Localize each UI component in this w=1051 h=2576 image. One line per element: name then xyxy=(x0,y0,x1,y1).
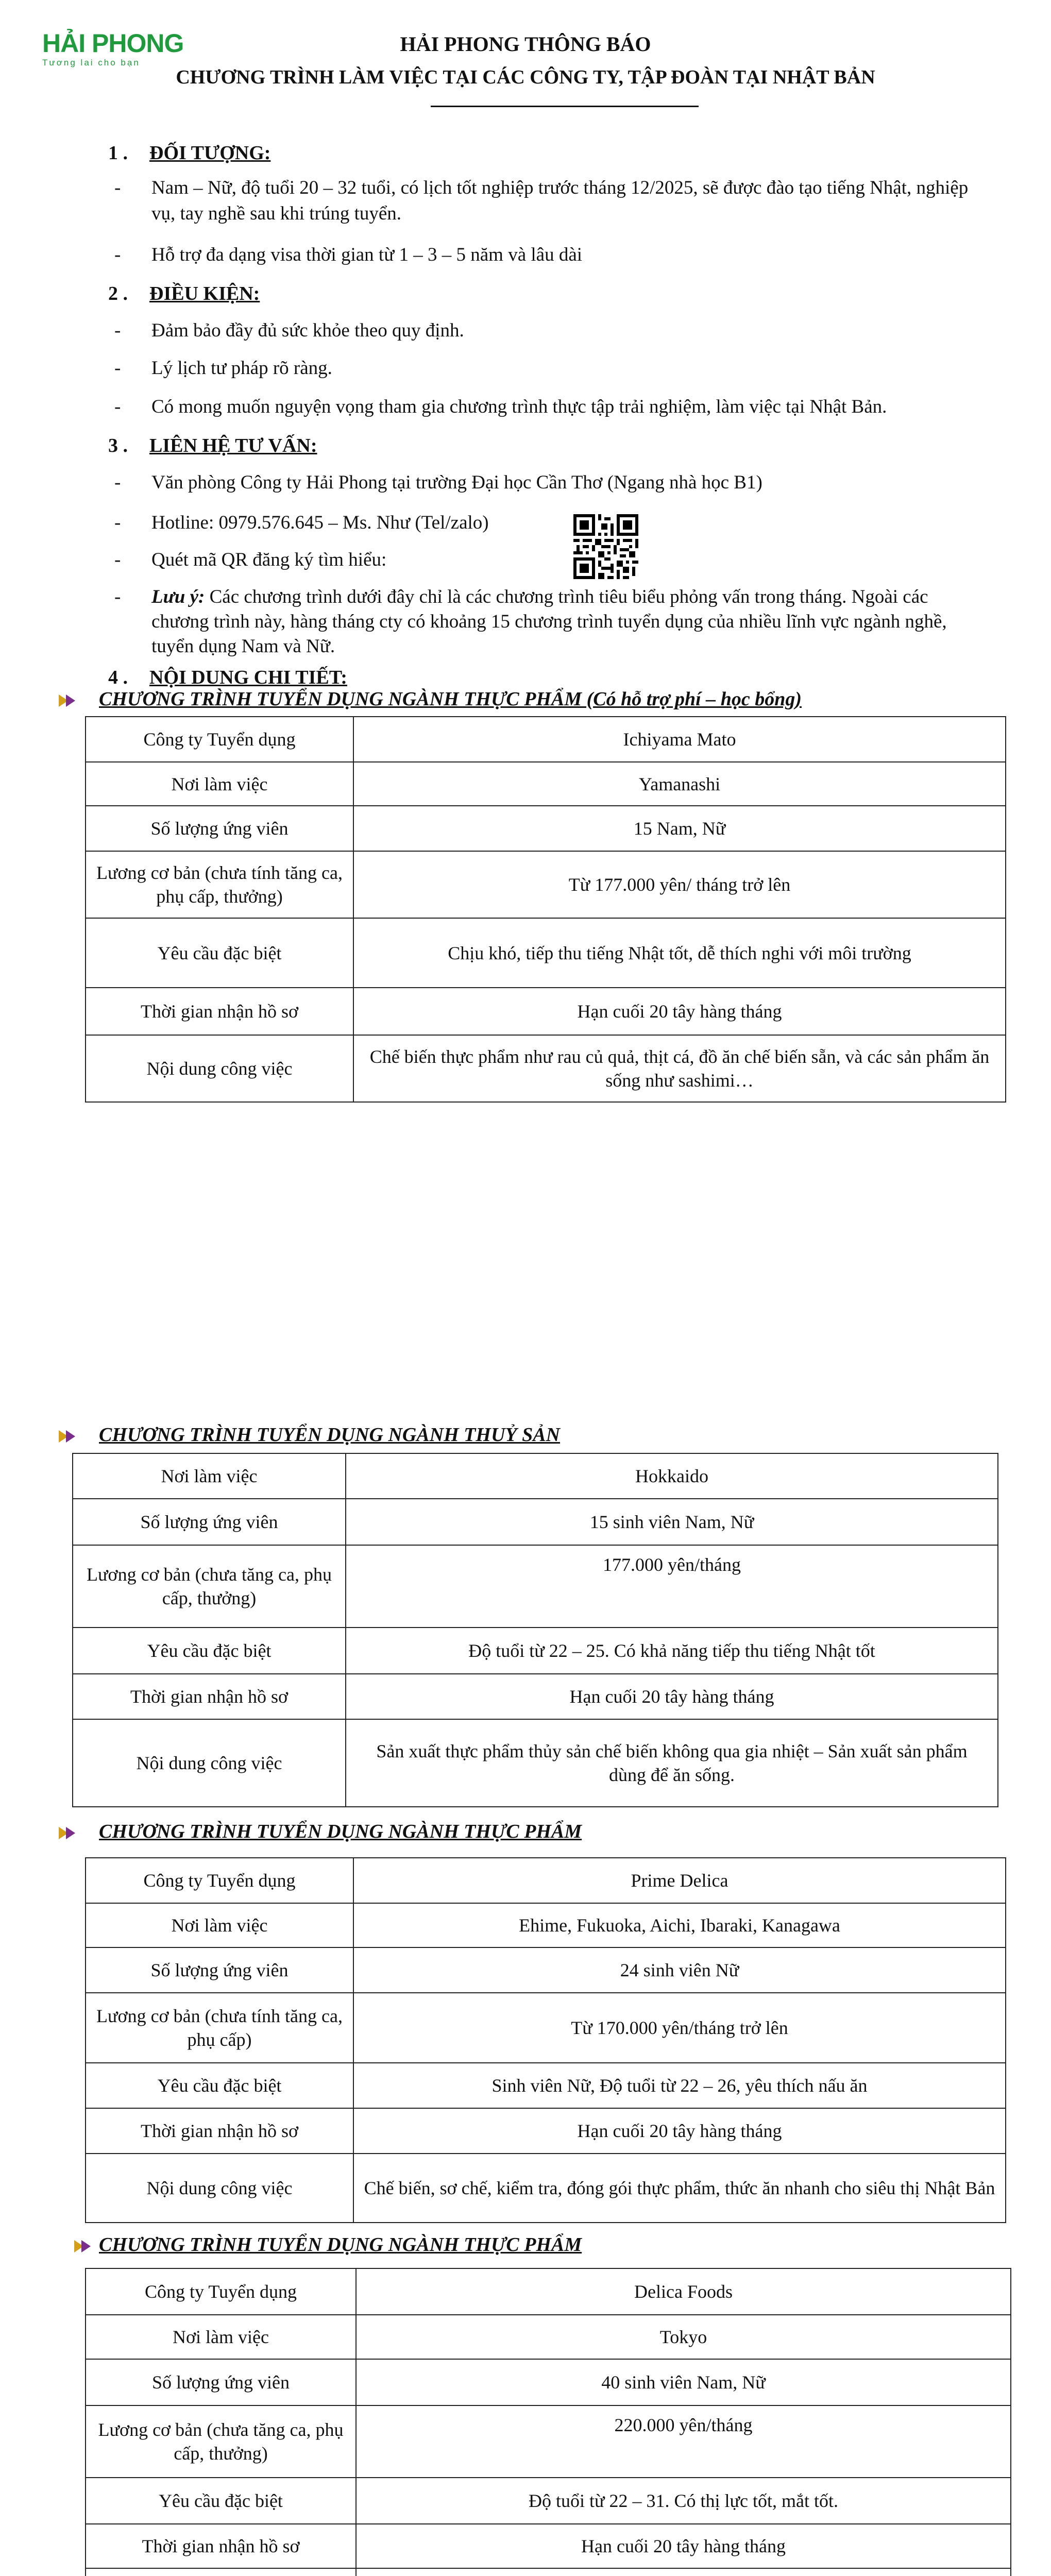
table-row: Nội dung công việc Chế biến, sơ chế, kiểm tra, đóng gói thực phẩm, thức ăn nhanh cho siêu thị Nhật Bản xyxy=(86,2154,1006,2223)
bullet-item: - Hotline: 0979.576.645 – Ms. Như (Tel/zalo) xyxy=(114,512,489,533)
table-row: Lương cơ bản (chưa tính tăng ca, phụ cấp) Từ 170.000 yên/tháng trở lên xyxy=(86,1993,1006,2063)
qr-code-icon[interactable] xyxy=(573,514,638,579)
table-row: Nội dung công việc Chế biến thực phẩm như rau củ quả, thịt cá, đồ ăn chế biến sẵn, và các sản phẩm ăn sống như sashimi… xyxy=(86,1035,1006,1102)
brand-tagline: Tương lai cho bạn xyxy=(42,58,140,67)
arrow-bullet-icon xyxy=(72,2236,93,2257)
bullet-item: - Đảm bảo đầy đủ sức khỏe theo quy định. xyxy=(114,320,464,341)
note-label: Lưu ý: xyxy=(151,586,205,607)
arrow-bullet-icon xyxy=(57,1426,77,1447)
table-row xyxy=(86,2568,1011,2576)
bullet-item: - Văn phòng Công ty Hải Phong tại trường Đại học Cần Thơ (Ngang nhà học B1) xyxy=(114,472,762,493)
table-row: Lương cơ bản (chưa tăng ca, phụ cấp, thưởng) 220.000 yên/tháng xyxy=(86,2405,1011,2478)
program-title: CHƯƠNG TRÌNH TUYỂN DỤNG NGÀNH THỰC PHẨM xyxy=(99,1821,582,1842)
table-row: Yêu cầu đặc biệt Độ tuổi từ 22 – 25. Có khả năng tiếp thu tiếng Nhật tốt xyxy=(73,1628,998,1674)
bullet-item: - Nam – Nữ, độ tuổi 20 – 32 tuổi, có lịch tốt nghiệp trước tháng 12/2025, sẽ được đào tạo tiếng Nhật, nghiệp vụ, tay nghề sau khi trúng tuyển. xyxy=(114,177,969,224)
bullet-item: - Có mong muốn nguyện vọng tham gia chương trình thực tập trải nghiệm, làm việc tại Nhật Bản. xyxy=(114,396,887,417)
table-row: Nơi làm việc Hokkaido xyxy=(73,1453,998,1499)
program-table-2 xyxy=(72,1453,998,1807)
arrow-bullet-icon xyxy=(57,1823,77,1843)
table-row: Thời gian nhận hồ sơ Hạn cuối 20 tây hàng tháng xyxy=(73,1674,998,1719)
table-row: Công ty Tuyển dụng Prime Delica xyxy=(86,1858,1006,1903)
table-row: Công ty Tuyển dụng Ichiyama Mato xyxy=(86,717,1006,762)
table-row: Thời gian nhận hồ sơ Hạn cuối 20 tây hàng tháng xyxy=(86,2108,1006,2154)
program-table-4 xyxy=(85,2268,1011,2576)
table-row: Yêu cầu đặc biệt Sinh viên Nữ, Độ tuổi từ 22 – 26, yêu thích nấu ăn xyxy=(86,2063,1006,2108)
bullet-item: - Quét mã QR đăng ký tìm hiểu: xyxy=(114,549,387,570)
section-heading-3: 3 . LIÊN HỆ TƯ VẤN: xyxy=(108,435,317,456)
program-title: CHƯƠNG TRÌNH TUYỂN DỤNG NGÀNH THUỶ SẢN xyxy=(99,1424,561,1446)
arrow-bullet-icon xyxy=(57,690,77,711)
program-title: CHƯƠNG TRÌNH TUYỂN DỤNG NGÀNH THỰC PHẨM xyxy=(99,2234,582,2256)
table-row: Yêu cầu đặc biệt Chịu khó, tiếp thu tiếng Nhật tốt, dễ thích nghi với môi trường xyxy=(86,918,1006,988)
table-row: Thời gian nhận hồ sơ Hạn cuối 20 tây hàng tháng xyxy=(86,988,1006,1035)
program-table-1 xyxy=(85,716,1006,1103)
section-heading-4: 4 . NỘI DUNG CHI TIẾT: xyxy=(108,667,347,688)
table-row: Lương cơ bản (chưa tăng ca, phụ cấp, thưởng) 177.000 yên/tháng xyxy=(73,1545,998,1628)
table-row: Nơi làm việc Ehime, Fukuoka, Aichi, Ibaraki, Kanagawa xyxy=(86,1903,1006,1947)
table-row: Số lượng ứng viên 24 sinh viên Nữ xyxy=(86,1947,1006,1993)
note-text: Các chương trình dưới đây chỉ là các chương trình tiêu biểu phỏng vấn trong tháng. Ngoài các chương trình này, hàng tháng cty có khoảng 15 chương trình tuyển dụng của nhiều lĩnh vực ngành nghề, tuyển dụng Nam và Nữ. xyxy=(151,586,947,657)
table-row: Yêu cầu đặc biệt Độ tuổi từ 22 – 31. Có thị lực tốt, mắt tốt. xyxy=(86,2478,1011,2524)
table-row: Nội dung công việc Sản xuất thực phẩm thủy sản chế biến không qua gia nhiệt – Sản xuất sản phẩm dùng để ăn sống. xyxy=(73,1719,998,1807)
table-row: Nơi làm việc Tokyo xyxy=(86,2315,1011,2359)
program-title: CHƯƠNG TRÌNH TUYỂN DỤNG NGÀNH THỰC PHẨM (Có hỗ trợ phí – học bổng) xyxy=(99,688,802,710)
title-underline xyxy=(431,106,699,107)
table-row: Số lượng ứng viên 15 Nam, Nữ xyxy=(86,806,1006,851)
brand-name: HẢI PHONG xyxy=(42,29,184,58)
section-heading-1: 1 . ĐỐI TƯỢNG: xyxy=(108,142,271,164)
table-row: Nơi làm việc Yamanashi xyxy=(86,762,1006,806)
section-heading-2: 2 . ĐIỀU KIỆN: xyxy=(108,283,260,304)
page-title: HẢI PHONG THÔNG BÁO xyxy=(400,32,651,56)
bullet-item: - Hỗ trợ đa dạng visa thời gian từ 1 – 3 – 5 năm và lâu dài xyxy=(114,244,583,265)
note-item: - Lưu ý: Các chương trình dưới đây chỉ là các chương trình tiêu biểu phỏng vấn trong tháng. Ngoài các chương trình này, hàng tháng cty có khoảng 15 chương trình tuyển dụng của nhiều lĩnh vực ngành nghề, tuyển dụng Nam và Nữ. xyxy=(114,586,947,657)
bullet-item: - Lý lịch tư pháp rõ ràng. xyxy=(114,358,332,379)
table-row: Số lượng ứng viên 15 sinh viên Nam, Nữ xyxy=(73,1499,998,1545)
program-table-3 xyxy=(85,1857,1006,2223)
table-row: Số lượng ứng viên 40 sinh viên Nam, Nữ xyxy=(86,2359,1011,2405)
table-row: Lương cơ bản (chưa tính tăng ca, phụ cấp, thưởng) Từ 177.000 yên/ tháng trở lên xyxy=(86,851,1006,918)
table-row: Thời gian nhận hồ sơ Hạn cuối 20 tây hàng tháng xyxy=(86,2524,1011,2568)
table-row: Công ty Tuyển dụng Delica Foods xyxy=(86,2268,1011,2315)
page-subtitle: CHƯƠNG TRÌNH LÀM VIỆC TẠI CÁC CÔNG TY, TẬP ĐOÀN TẠI NHẬT BẢN xyxy=(176,66,875,88)
